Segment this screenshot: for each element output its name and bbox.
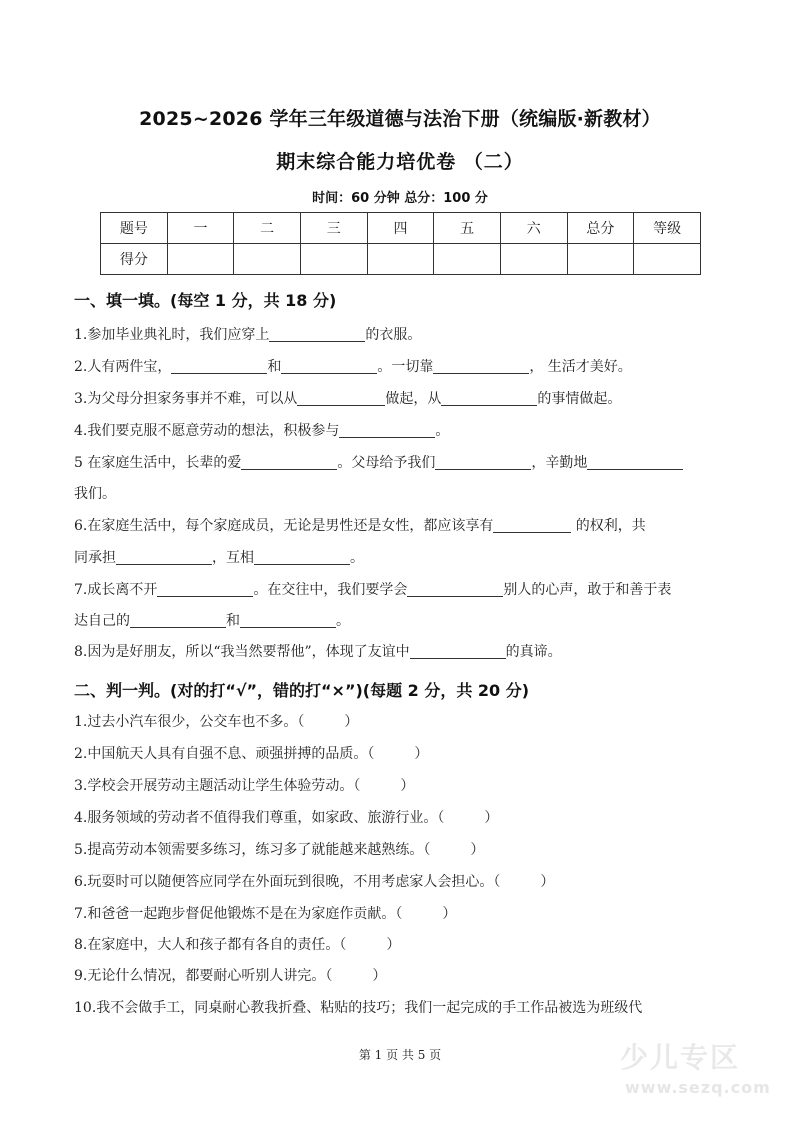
question-5-continued: [74, 484, 734, 504]
judge-item-1: [74, 712, 734, 732]
answer-blank[interactable]: [281, 359, 377, 374]
question-text: 的衣服。: [365, 327, 422, 343]
judge-item-3: [74, 776, 734, 796]
score-input-cell[interactable]: [167, 244, 234, 275]
question-text: 1.过去小汽车很少，公交车也不多。（: [74, 714, 305, 730]
answer-blank[interactable]: [339, 423, 435, 438]
paren-close: ）: [470, 842, 485, 858]
judge-item-7: [74, 904, 734, 924]
question-text: 9.无论什么情况，都要耐心听别人讲完。（: [74, 968, 333, 984]
exam-title: 2025~2026 学年三年级道德与法治下册（统编版·新教材）: [139, 108, 661, 130]
question-text: 的权利，共: [571, 518, 646, 534]
question-text: 7.成长离不开: [74, 582, 158, 598]
score-table: [100, 212, 701, 275]
question-text: 2.中国航天人具有自强不息、顽强拼搏的品质。（: [74, 746, 375, 762]
paren-close: ）: [344, 714, 359, 730]
score-cell: 三: [300, 213, 367, 244]
section-heading-judge: 二、判一判。(对的打“√”，错的打“×”)(每题 2 分，共 20 分): [74, 681, 530, 700]
question-text: 1.参加毕业典礼时，我们应穿上: [74, 327, 270, 343]
question-text: 和: [267, 359, 282, 375]
score-cell: 六: [500, 213, 567, 244]
score-input-cell[interactable]: [367, 244, 434, 275]
question-text: 达自己的: [74, 613, 130, 629]
exam-subtitle: 期末综合能力培优卷 （二）: [276, 151, 524, 173]
judge-item-9: [74, 966, 734, 986]
question-text: 我们。: [74, 486, 116, 502]
score-input-cell[interactable]: [567, 244, 634, 275]
question-text: 2.人有两件宝，: [74, 359, 172, 375]
answer-blank[interactable]: [157, 582, 253, 597]
question-text: 6.在家庭生活中，每个家庭成员，无论是男性还是女性，都应该享有: [74, 518, 494, 534]
answer-blank[interactable]: [171, 359, 267, 374]
answer-blank[interactable]: [493, 518, 571, 533]
answer-blank[interactable]: [130, 613, 226, 628]
section-heading-fill: 一、填一填。(每空 1 分，共 18 分): [74, 291, 337, 310]
answer-blank[interactable]: [587, 455, 683, 470]
judge-item-6: [74, 872, 734, 892]
answer-blank[interactable]: [116, 550, 212, 565]
answer-blank[interactable]: [410, 644, 506, 659]
paren-close: ）: [372, 968, 387, 984]
question-3: [74, 389, 734, 409]
page-footer: 第 1 页 共 5 页: [358, 1048, 442, 1062]
judge-item-10: [74, 998, 734, 1018]
watermark-logo: 少儿专区: [620, 1041, 741, 1074]
question-text: 。在交往中，我们要学会: [253, 582, 408, 598]
answer-blank[interactable]: [435, 455, 531, 470]
score-cell: 四: [367, 213, 434, 244]
question-text: 6.玩耍时可以随便答应同学在外面玩到很晚，不用考虑家人会担心。（: [74, 874, 501, 890]
question-text: 别人的心声，敢于和善于表: [503, 582, 672, 598]
judge-item-4: [74, 808, 734, 828]
score-input-cell[interactable]: [500, 244, 567, 275]
question-text: 4.我们要克服不愿意劳动的想法，积极参与: [74, 423, 340, 439]
question-text: 3.为父母分担家务事并不难，可以从: [74, 391, 298, 407]
exam-meta: 时间：60 分钟 总分：100 分: [312, 191, 488, 206]
paren-close: ）: [414, 746, 429, 762]
question-text: 的事情做起。: [537, 391, 622, 407]
question-6-continued: [74, 548, 734, 568]
question-1: [74, 325, 734, 345]
score-input-cell[interactable]: [434, 244, 501, 275]
score-cell: 得分: [101, 244, 168, 275]
question-text: 和: [226, 613, 240, 629]
question-text: ， 生活才美好。: [529, 359, 632, 375]
question-6: [74, 516, 734, 536]
question-5: [74, 453, 734, 473]
paren-close: ）: [400, 778, 415, 794]
question-text: 8.因为是好朋友，所以“我当然要帮他”，体现了友谊中: [74, 644, 410, 660]
question-text: 4.服务领域的劳动者不值得我们尊重，如家政、旅游行业。（: [74, 810, 445, 826]
watermark-url: www.sezq.com: [625, 1078, 771, 1097]
answer-blank[interactable]: [433, 359, 529, 374]
judge-item-2: [74, 744, 734, 764]
answer-blank[interactable]: [407, 582, 503, 597]
question-text: 。: [336, 613, 350, 629]
question-text: 5 在家庭生活中，长辈的爱: [74, 455, 242, 471]
question-text: 同承担: [74, 550, 116, 566]
answer-blank[interactable]: [297, 391, 385, 406]
question-8: [74, 642, 734, 662]
judge-item-8: [74, 935, 734, 955]
question-text: 。一切靠: [377, 359, 434, 375]
question-2: [74, 357, 734, 377]
answer-blank[interactable]: [240, 613, 336, 628]
score-table-score-row: [101, 244, 701, 275]
question-text: 的真谛。: [505, 644, 562, 660]
score-input-cell[interactable]: [234, 244, 301, 275]
score-cell: 五: [434, 213, 501, 244]
question-text: 。父母给予我们: [337, 455, 436, 471]
question-text: 7.和爸爸一起跑步督促他锻炼不是在为家庭作贡献。（: [74, 906, 403, 922]
score-table-header-row: [101, 213, 701, 244]
score-cell: 总分: [567, 213, 634, 244]
paren-close: ）: [540, 874, 555, 890]
judge-item-5: [74, 840, 734, 860]
question-text: ，互相: [212, 550, 254, 566]
question-text: 3.学校会开展劳动主题活动让学生体验劳动。（: [74, 778, 361, 794]
question-text: 5.提高劳动本领需要多练习，练习多了就能越来越熟练。（: [74, 842, 431, 858]
question-text: 。: [435, 423, 450, 439]
question-text: 8.在家庭中，大人和孩子都有各自的责任。（: [74, 937, 347, 953]
answer-blank[interactable]: [241, 455, 337, 470]
answer-blank[interactable]: [441, 391, 537, 406]
score-input-cell[interactable]: [300, 244, 367, 275]
question-text: ，辛勤地: [531, 455, 588, 471]
paren-close: ）: [484, 810, 499, 826]
question-4: [74, 421, 734, 441]
question-7-continued: [74, 611, 734, 631]
score-cell: 二: [234, 213, 301, 244]
question-text: 10.我不会做手工，同桌耐心教我折叠、粘贴的技巧；我们一起完成的手工作品被选为班级代: [74, 1000, 643, 1016]
paren-close: ）: [386, 937, 401, 953]
question-7: [74, 580, 734, 600]
score-cell: 一: [167, 213, 234, 244]
paren-close: ）: [442, 906, 457, 922]
question-text: 。: [350, 550, 364, 566]
score-cell: 题号: [101, 213, 168, 244]
score-input-cell[interactable]: [634, 244, 701, 275]
score-cell: 等级: [634, 213, 701, 244]
answer-blank[interactable]: [254, 550, 350, 565]
answer-blank[interactable]: [269, 327, 365, 342]
question-text: 做起，从: [385, 391, 442, 407]
